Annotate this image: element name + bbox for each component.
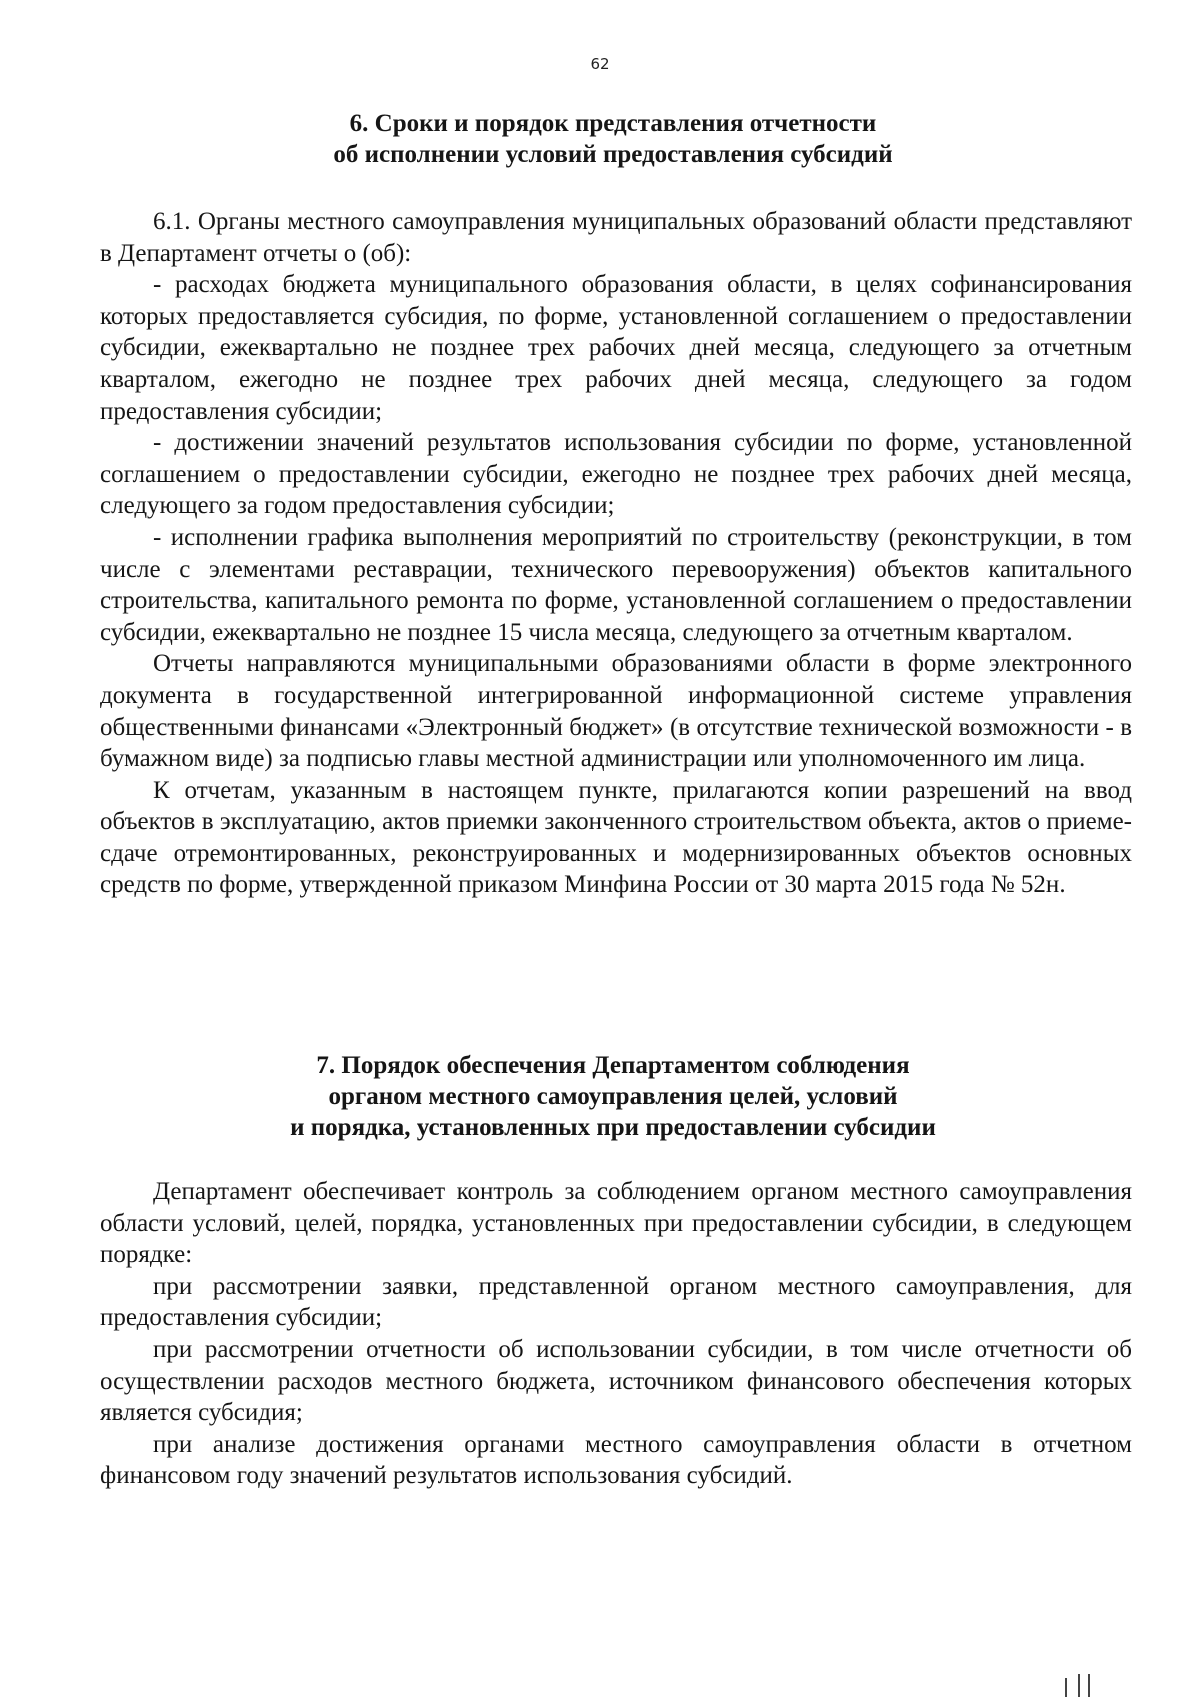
section-7-heading-line: и порядка, установленных при предоставлении субсидии [290, 1114, 936, 1141]
scan-edge-mark [1078, 1674, 1080, 1697]
paragraph-results-report: - достижении значений результатов использования субсидии по форме, установленной соглашением о предоставлении субсидии, ежегодно не позднее трех рабочих дней месяца, следующего за годом предоставления субсидии; [100, 429, 1132, 520]
section-6-heading-line: об исполнении условий предоставления субсидий [333, 141, 893, 168]
paragraph-report-review: при рассмотрении отчетности об использовании субсидии, в том числе отчетности об осуществлении расходов местного бюджета, источником финансового обеспечения которых является субсидия; [100, 1335, 1132, 1427]
paragraph-schedule-report: - исполнении графика выполнения мероприятий по строительству (реконструкции, в том числе с элементами реставрации, технического перевооружения) объектов капитального строительства, капитального ремонта по форме, установленной соглашением о предоставлении субсидии, ежеквартально не позднее 15 числа месяца, следующего за отчетным кварталом. [100, 523, 1132, 646]
section-6-heading-line: 6. Сроки и порядок представления отчетности [349, 110, 877, 137]
paragraph-application-review: при рассмотрении заявки, представленной органом местного самоуправления, для предоставления субсидии; [100, 1272, 1132, 1332]
scan-edge-mark [1065, 1678, 1067, 1697]
paragraph-expenses-report: - расходах бюджета муниципального образования области, в целях софинансирования которых предоставляется субсидия, по форме, установленной соглашением о предоставлении субсидии, ежеквартально не позднее трех рабочих дней месяца, следующего за отчетным кварталом, ежегодно не позднее трех рабочих дней месяца, следующего за годом предоставления субсидии; [100, 271, 1132, 425]
section-7-heading-line: 7. Порядок обеспечения Департаментом соблюдения [316, 1052, 910, 1079]
paragraph-electronic-budget: Отчеты направляются муниципальными образованиями области в форме электронного документа в государственной интегрированной информационной системе управления общественными финансами «Электронный бюджет» (в отсутствие технической возможности - в бумажном виде) за подписью главы местной администрации или уполномоченного им лица. [100, 650, 1132, 773]
paragraph-results-analysis: при анализе достижения органами местного самоуправления области в отчетном финансовом году значений результатов использования субсидий. [100, 1430, 1132, 1490]
section-7-body [100, 1176, 1132, 1492]
paragraph-attachments: К отчетам, указанным в настоящем пункте, прилагаются копии разрешений на ввод объектов в эксплуатацию, актов приемки законченного строительством объекта, актов о приеме-сдаче отремонтированных, реконструированных и модернизированных объектов основных средств по форме, утвержденной приказом Минфина России от 30 марта 2015 года № 52н. [100, 776, 1132, 899]
section-7-heading [0, 1050, 1200, 1143]
scan-edge-mark [1088, 1674, 1090, 1697]
paragraph-6-1: 6.1. Органы местного самоуправления муниципальных образований области представляют в Департамент отчеты о (об): [100, 208, 1132, 267]
page-number: 62 [590, 55, 610, 73]
section-7-heading-line: органом местного самоуправления целей, условий [328, 1083, 898, 1110]
paragraph-control-intro: Департамент обеспечивает контроль за соблюдением органом местного самоуправления области условий, целей, порядка, установленных при предоставлении субсидии, в следующем порядке: [100, 1178, 1132, 1269]
section-6-heading [0, 108, 1200, 170]
section-6-body [100, 206, 1132, 901]
